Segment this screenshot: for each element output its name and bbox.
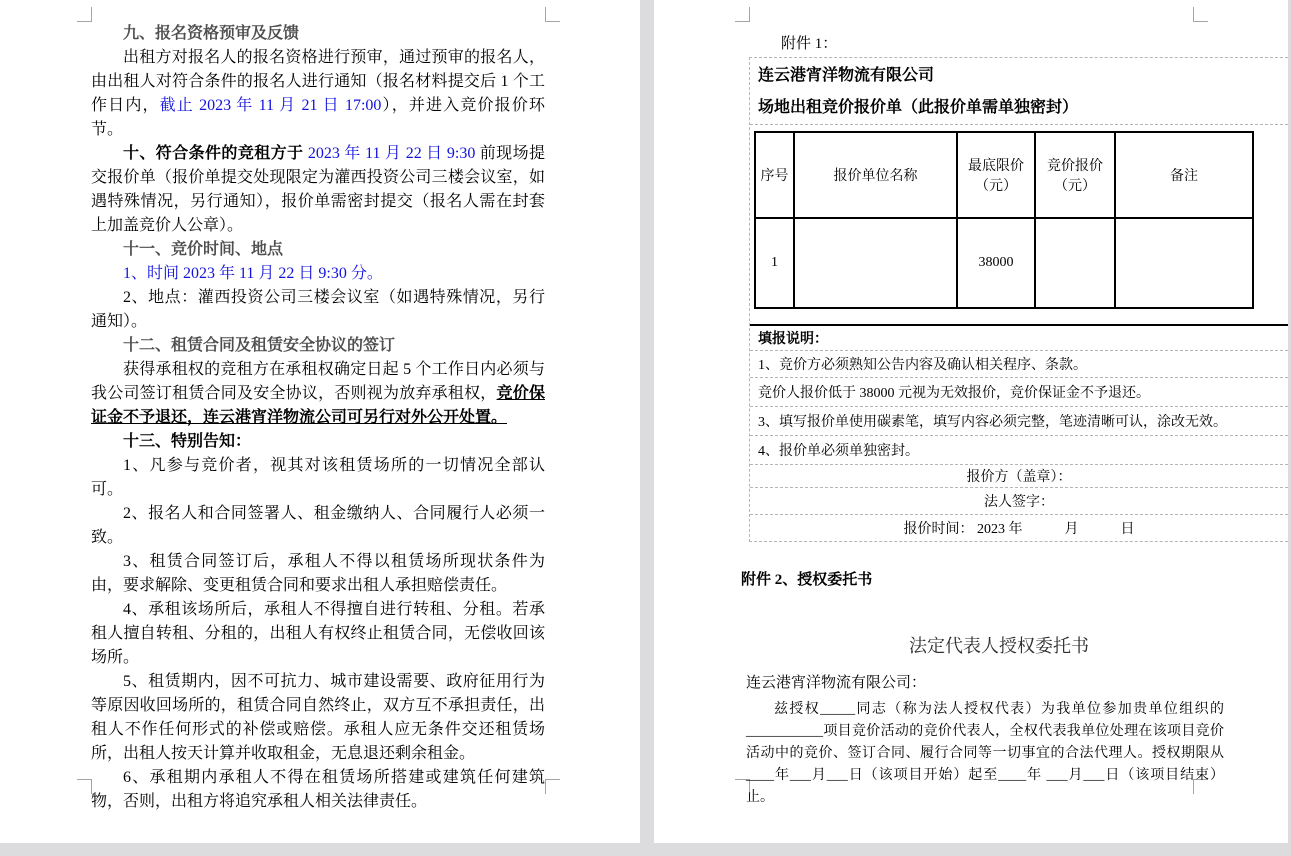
paragraph [91, 238, 545, 262]
sign-row: 法人签字： [750, 487, 1288, 514]
text-run: 2、报名人和合同签署人、租金缴纳人、合同履行人必须一致。 [91, 505, 545, 546]
page-1 [0, 0, 640, 843]
paragraph [91, 262, 545, 286]
table-cell: 38000 [957, 218, 1035, 308]
sign-row: 报价方（盖章）： [750, 464, 1288, 487]
text-run: 6、承租期内承租人不得在租赁场所搭建或建筑任何建筑物，否则，出租方将追究承租人相关法律责任。 [91, 769, 545, 810]
table-row [755, 218, 1253, 308]
text-run: 1、时间 2023 年 11 月 22 日 9:30 分。 [123, 265, 383, 282]
poa-salutation: 连云港宵洋物流有限公司： [746, 675, 927, 691]
paragraph [91, 358, 545, 430]
crop-mark-top-left [77, 7, 92, 22]
paragraph [91, 598, 545, 670]
quote-table-wrap [750, 131, 1288, 324]
text-run: 截止 2023 年 11 月 21 日 17:00 [159, 97, 382, 114]
table-header-row [755, 132, 1253, 218]
text-run: 5、租赁期内，因不可抗力、城市建设需要、政府征用行为等原因收回场所的，租赁合同自然终止，双方互不承担责任，出租人不作任何形式的补偿或赔偿。承租人应无条件交还租赁场所，出租人按天计算并收取租金，无息退还剩余租金。 [91, 673, 545, 762]
attachment2-label: 附件 2、授权委托书 [741, 572, 873, 588]
text-run: 十一、竞价时间、地点 [123, 241, 284, 258]
paragraph [91, 286, 545, 334]
page1-text-body [91, 22, 545, 814]
table-header-cell: 报价单位名称 [794, 132, 957, 218]
paragraph [91, 22, 545, 46]
crop-mark-top-right [1193, 7, 1208, 22]
table-cell [794, 218, 957, 308]
poa-title: 法定代表人授权委托书 [909, 636, 1089, 656]
text-run: 1、凡参与竞价者，视其对该租赁场所的一切情况全部认可。 [91, 457, 545, 498]
sign-row: 报价时间： 2023 年 月 日 [750, 514, 1288, 541]
paragraph [91, 46, 545, 142]
quote-table [754, 131, 1254, 309]
note-item: 竞价人报价低于 38000 元视为无效报价，竞价保证金不予退还。 [750, 377, 1288, 406]
crop-mark-top-right [545, 7, 560, 22]
paragraph [91, 550, 545, 598]
company-name: 连云港宵洋物流有限公司 [758, 67, 935, 84]
table-header-cell: 序号 [755, 132, 794, 218]
page-2 [654, 0, 1288, 843]
crop-mark-top-left [735, 7, 750, 22]
table-header-cell: 最底限价（元） [957, 132, 1035, 218]
text-run: 3、租赁合同签订后，承租人不得以租赁场所现状条件为由，要求解除、变更租赁合同和要求出租人承担赔偿责任。 [91, 553, 545, 594]
note-item: 4、报价单必须单独密封。 [750, 435, 1288, 464]
poa-body: 兹授权_____同志（称为法人授权代表）为我单位参加贵单位组织的___________项目竞价活动的竞价代表人，全权代表我单位处理在该项目竞价活动中的竞价、签订合同、履行合同等一切事宜的合法代理人。授权期限从____年___月___日（该项目开始）起至____年 ___月___日（该项目结束）止。 [746, 702, 1224, 805]
crop-mark-bottom-left [77, 779, 92, 794]
text-run: ），并进入竞价报价环节。 [91, 97, 545, 138]
text-run: 竞价保证金不予退还，连云港宵洋物流公司可另行对外公开处置。 [91, 385, 545, 426]
text-run: 十、符合条件的竞租方于 [123, 145, 304, 162]
note-item: 3、填写报价单使用碳素笔，填写内容必须完整，笔迹清晰可认，涂改无效。 [750, 406, 1288, 435]
paragraph [91, 142, 545, 238]
paragraph [91, 454, 545, 502]
fill-in-notes [750, 324, 1288, 541]
text-run: 2023 年 11 月 22 日 9:30 [303, 145, 480, 162]
paragraph [91, 334, 545, 358]
crop-mark-bottom-right [545, 779, 560, 794]
table-cell [1115, 218, 1253, 308]
text-run: 九、报名资格预审及反馈 [123, 25, 300, 42]
table-header-cell: 竞价报价（元） [1035, 132, 1115, 218]
note-item: 1、竞价方必须熟知公告内容及确认相关程序、条款。 [750, 350, 1288, 377]
text-run: 出租方对报名人的报名资格进行预审，通过预审的报名人，由出租人对符合条件的报名人进行通知（报名材料提交后 1 个工作日内， [91, 49, 545, 114]
text-run: 获得承租权的竞租方在承租权确定日起 5 个工作日内必须与我公司签订租赁合同及安全协议，否则视为放弃承租权， [91, 361, 545, 402]
text-run: 十三、特别告知： [123, 433, 252, 450]
paragraph [91, 766, 545, 814]
text-run: 4、承租该场所后，承租人不得擅自进行转租、分租。若承租人擅自转租、分租的，出租人有权终止租赁合同，无偿收回该场所。 [91, 601, 545, 666]
quote-form-box [749, 57, 1288, 542]
text-run: 前现场提交报价单（报价单提交处现限定为灌西投资公司三楼会议室，如遇特殊情况，另行通知），报价单需密封提交（报名人需在封套上加盖竞价人公章）。 [91, 145, 545, 234]
paragraph [91, 670, 545, 766]
text-run: 2、地点：灌西投资公司三楼会议室（如遇特殊情况，另行通知）。 [91, 289, 545, 330]
paragraph [91, 430, 545, 454]
text-run: 十二、租赁合同及租赁安全协议的签订 [123, 337, 396, 354]
quote-form-titles [750, 58, 1288, 125]
table-cell: 1 [755, 218, 794, 308]
notes-title: 填报说明： [758, 332, 828, 347]
table-header-cell: 备注 [1115, 132, 1253, 218]
paragraph [91, 502, 545, 550]
attachment1-label: 附件 1： [781, 36, 838, 52]
form-title: 场地出租竞价报价单（此报价单需单独密封） [758, 99, 1079, 116]
table-cell [1035, 218, 1115, 308]
